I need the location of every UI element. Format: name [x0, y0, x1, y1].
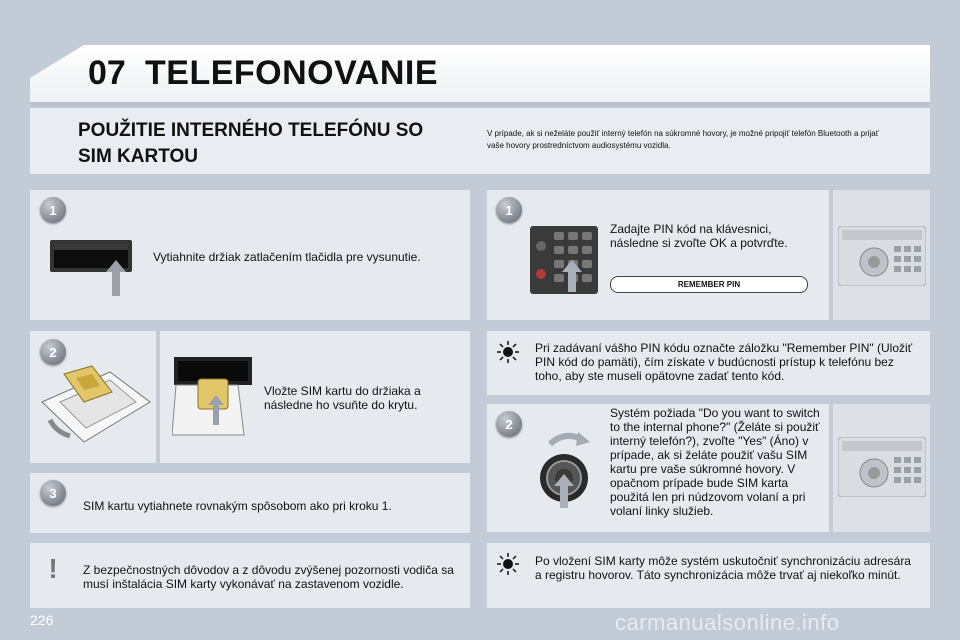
step1-text: Vytiahnite držiak zatlačením tlačidla pre vysunutie.	[153, 250, 421, 264]
step2-text: Vložte SIM kartu do držiaka a následne ho vsuňte do krytu.	[264, 384, 421, 412]
right-step2-text: Systém požiada "Do you want to switch to the internal phone?" (Želáte si použiť interný telefón?), zvoľte "Yes" (Áno) v prípade, ak si želáte použiť vašu SIM kartu pre vaše súkromné hovory. V opačnom prípade bude SIM karta použitá len pri núdzovom volaní a pri volaní linky služieb.	[610, 406, 820, 518]
step-badge-1: 1	[40, 197, 66, 223]
chapter-number: 07	[88, 54, 126, 92]
rotary-knob-illustration	[530, 428, 600, 510]
step3-text: SIM kartu vytiahnete rovnakým spôsobom ako pri kroku 1.	[83, 499, 392, 513]
radio-panel-illustration-2	[838, 437, 926, 497]
tip2-text: Po vložení SIM karty môže systém uskutočniť synchronizáciu adresára a registru hovorov. Táto synchronizácia môže trvať aj niekoľko minút.	[535, 554, 911, 582]
warning-text: Z bezpečnostných dôvodov a z dôvodu zvýšenej pozornosti vodiča sa musí inštalácia SIM karty vykonávať na zastavenom vozidle.	[83, 563, 454, 591]
keypad-illustration	[530, 226, 598, 294]
step-badge-3: 3	[40, 480, 66, 506]
tip-icon	[496, 552, 520, 576]
warning-icon: !	[48, 553, 58, 584]
step-badge-r2: 2	[496, 411, 522, 437]
header-underline	[30, 102, 930, 106]
step-badge-r1: 1	[496, 197, 522, 223]
step-badge-2: 2	[40, 339, 66, 365]
watermark: carmanualsonline.info	[615, 610, 840, 635]
intro-text: V prípade, ak si neželáte použiť interný telefón na súkromné hovory, je možné pripojiť telefón Bluetooth a prijať vaše hovory prostredníctvom audiosystému vozidla.	[487, 129, 879, 150]
tip-icon	[496, 340, 520, 364]
chapter-title: TELEFONOVANIE	[145, 54, 438, 92]
sim-insert-illustration	[172, 355, 254, 443]
tip1-text: Pri zadávaní vášho PIN kódu označte záložku "Remember PIN" (Uložiť PIN kód do pamäti), čím získate v budúcnosti prístup k telefónu bez toho, aby ste museli opätovne zadať tento kód.	[535, 341, 913, 383]
sim-tray-illustration	[40, 362, 152, 447]
radio-panel-illustration-1	[838, 226, 926, 286]
remember-pin-button[interactable]: REMEMBER PIN	[610, 276, 808, 293]
page-number: 226	[30, 612, 54, 628]
sim-slot-illustration	[50, 238, 132, 274]
right-step1-text: Zadajte PIN kód na klávesnici, následne si zvoľte OK a potvrďte.	[610, 222, 788, 250]
section-title: POUŽITIE INTERNÉHO TELEFÓNU SO SIM KARTOU	[78, 120, 424, 167]
